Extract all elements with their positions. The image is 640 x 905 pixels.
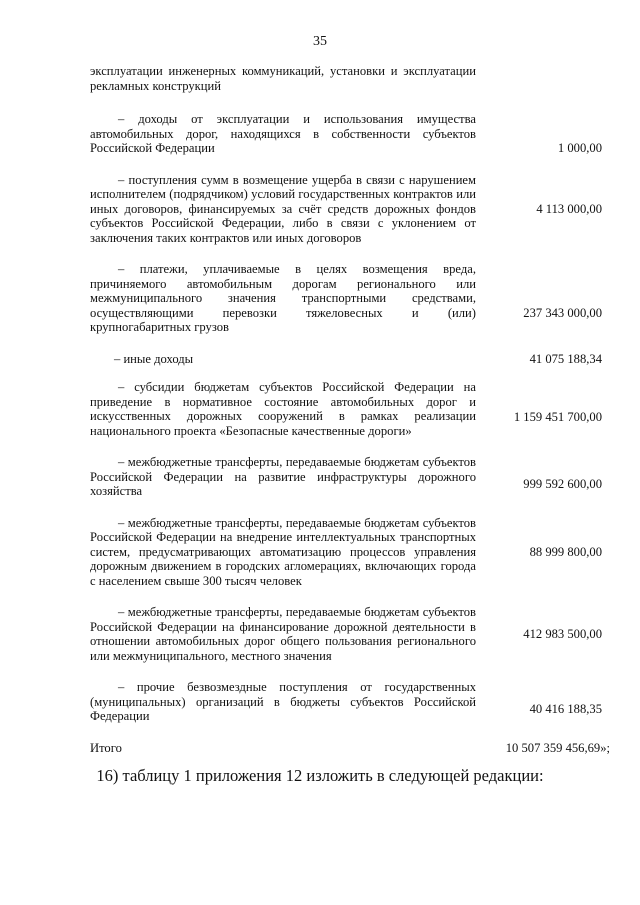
document-body [90,64,610,755]
row-description: – доходы от эксплуатации и использования имущества автомобильных дорог, находящихся в собственности субъектов Российской Федерации [90,112,476,155]
row-amount: 412 983 500,00 [523,626,602,641]
table-row [90,380,602,438]
row-description: – прочие безвозмездные поступления от государственных (муниципальных) организаций в бюджеты субъектов Российской Федерации [90,680,476,723]
table-row [90,605,602,663]
total-row [90,740,610,756]
table-row [90,680,602,724]
row-amount: 999 592 600,00 [523,477,602,491]
table-row [90,112,602,156]
row-amount: 41 075 188,34 [529,351,602,366]
row-amount: 88 999 800,00 [529,544,602,559]
row-description: – иные доходы [114,351,194,366]
page-number: 35 [313,34,327,49]
row-description: – платежи, уплачиваемые в целях возмещения вреда, причиняемого автомобильным дорогам регионального или межмуниципального значения транспортными средствами, осуществляющими перевозки тяжеловесных и (или) крупногабаритных грузов [90,262,476,334]
table-row [90,516,602,589]
total-amount: 10 507 359 456,69»; [505,740,610,755]
row-description: – поступления сумм в возмещение ущерба в связи с нарушением исполнителем (подрядчиком) условий государственных контрактов или иных договоров, финансируемых за счёт средств дорожных фондов субъектов Российской Федерации, либо в связи с уклонением от заключения таких контрактов или иных договоров [90,172,476,245]
row-description: – субсидии бюджетам субъектов Российской Федерации на приведение в нормативное состояние автомобильных дорог и искусственных дорожных сооружений в рамках реализации национального проекта «Безопасные качественные дороги» [90,380,476,438]
row-amount: 40 416 188,35 [529,702,602,716]
row-amount: 1 159 451 700,00 [513,409,602,424]
table-row [90,352,602,367]
row-amount: 4 113 000,00 [536,201,602,216]
table-row [90,173,602,246]
row-amount: 1 000,00 [557,141,602,155]
row-description: – межбюджетные трансферты, передаваемые бюджетам субъектов Российской Федерации на развитие инфраструктуры дорожного хозяйства [90,455,476,498]
instruction-line: 16) таблицу 1 приложения 12 изложить в следующей редакции: [96,766,544,785]
table-row [90,262,602,335]
row-description: – межбюджетные трансферты, передаваемые бюджетам субъектов Российской Федерации на внедрение интеллектуальных транспортных систем, предусматривающих автоматизацию процессов управления дорожным движением в городских агломерациях, включающих города с населением свыше 300 тысяч человек [90,515,476,588]
table-row [90,455,602,499]
row-amount: 237 343 000,00 [523,306,602,320]
intro-text: эксплуатации инженерных коммуникаций, установки и эксплуатации рекламных конструкций [90,64,476,93]
row-description: – межбюджетные трансферты, передаваемые бюджетам субъектов Российской Федерации на финансирование дорожной деятельности в отношении автомобильных дорог общего пользования регионального или межмуниципального, местного значения [90,605,476,663]
total-label: Итого [90,740,122,755]
